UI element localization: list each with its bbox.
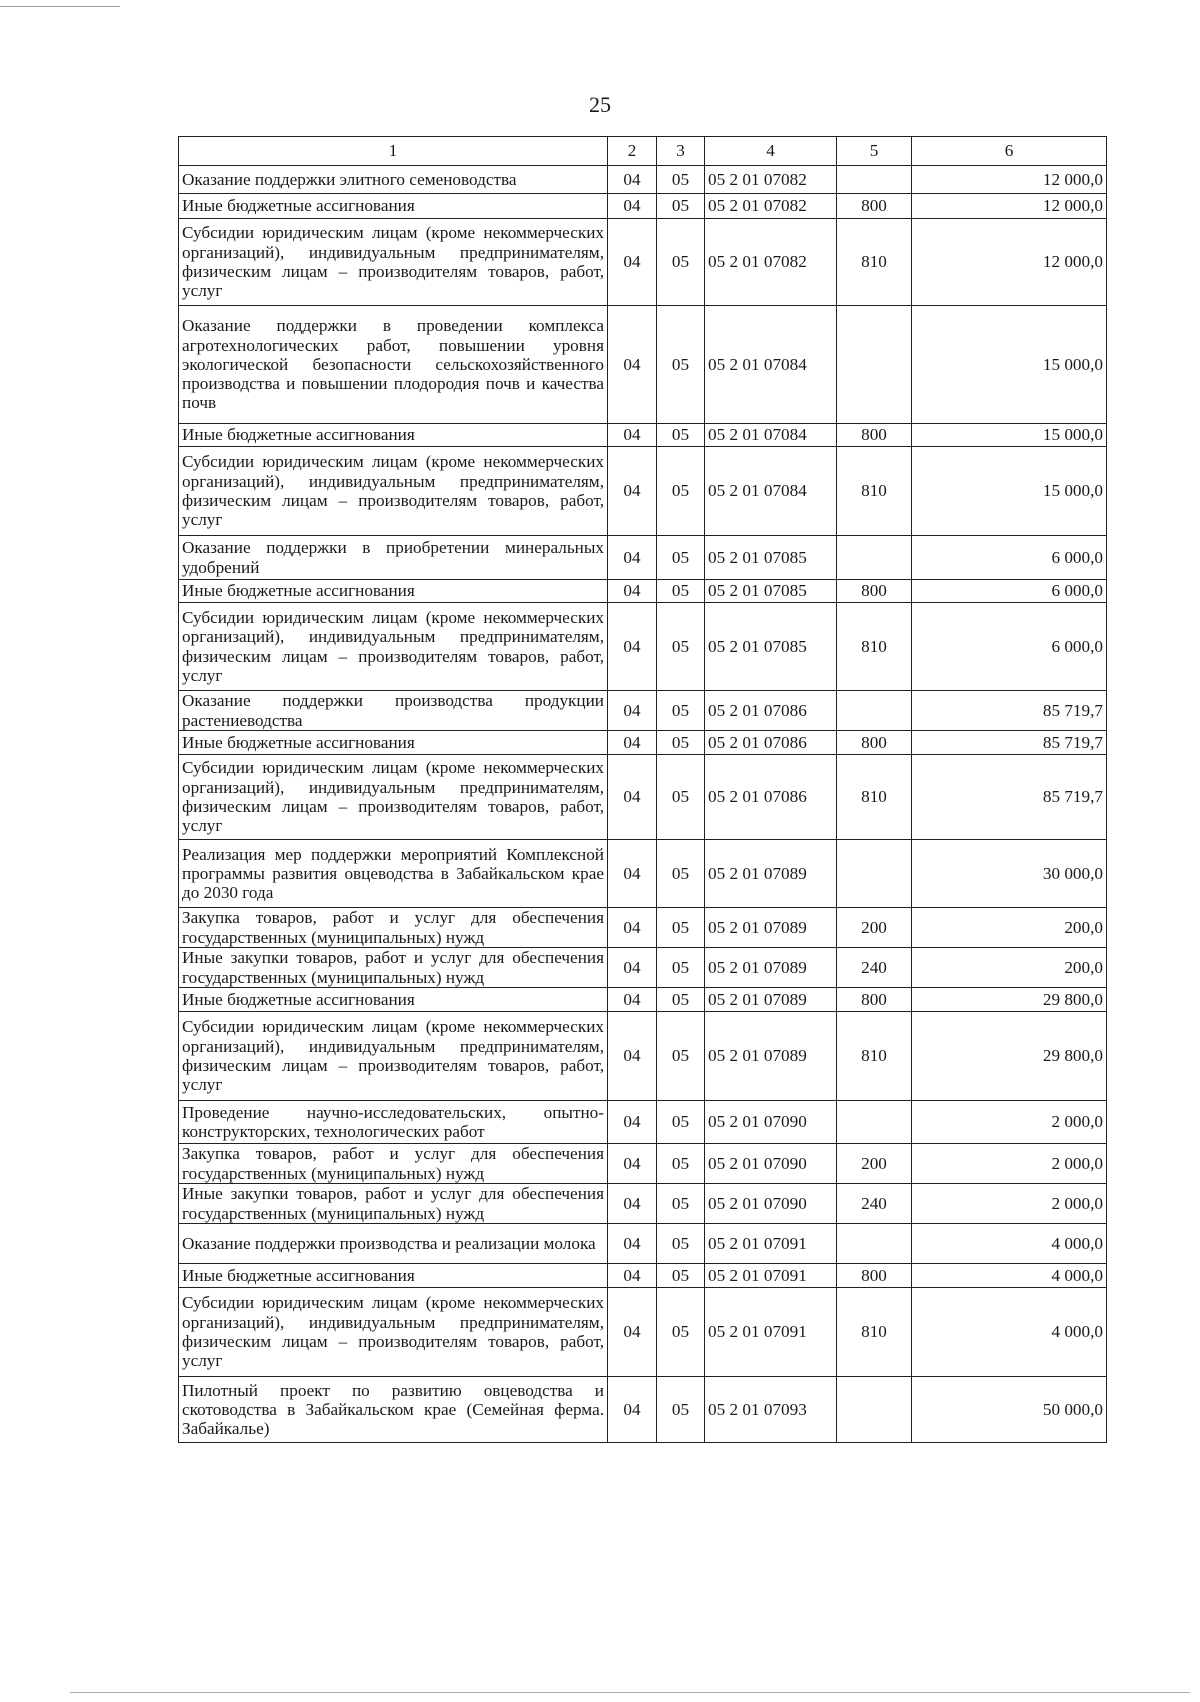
header-row bbox=[179, 137, 1107, 166]
row-section-cell: 04 bbox=[608, 840, 657, 908]
row-section-cell: 04 bbox=[608, 755, 657, 840]
row-subsection-cell: 05 bbox=[657, 908, 705, 948]
row-type-cell: 240 bbox=[837, 1184, 912, 1224]
row-amount-cell: 15 000,0 bbox=[912, 447, 1107, 536]
row-code-cell: 05 2 01 07091 bbox=[705, 1288, 837, 1377]
row-type-cell: 240 bbox=[837, 948, 912, 988]
table-row bbox=[179, 1224, 1107, 1264]
row-name-cell: Закупка товаров, работ и услуг для обеспечения государственных (муниципальных) нужд bbox=[179, 1144, 608, 1184]
row-subsection-cell: 05 bbox=[657, 988, 705, 1012]
table-row bbox=[179, 691, 1107, 731]
row-section-cell: 04 bbox=[608, 1377, 657, 1443]
row-code-cell: 05 2 01 07082 bbox=[705, 194, 837, 219]
header-cell-6: 6 bbox=[912, 137, 1107, 166]
row-subsection-cell: 05 bbox=[657, 1101, 705, 1144]
row-subsection-cell: 05 bbox=[657, 755, 705, 840]
table-row bbox=[179, 536, 1107, 580]
row-type-cell: 800 bbox=[837, 731, 912, 755]
table-row bbox=[179, 908, 1107, 948]
row-type-cell bbox=[837, 1377, 912, 1443]
scan-edge-bottom bbox=[70, 1692, 1190, 1693]
row-subsection-cell: 05 bbox=[657, 731, 705, 755]
row-name-cell: Оказание поддержки в приобретении минеральных удобрений bbox=[179, 536, 608, 580]
row-amount-cell: 85 719,7 bbox=[912, 755, 1107, 840]
row-code-cell: 05 2 01 07089 bbox=[705, 988, 837, 1012]
page-number: 25 bbox=[589, 92, 611, 117]
row-name-cell: Субсидии юридическим лицам (кроме некоммерческих организаций), индивидуальным предпринимателям, физическим лицам – производителям товаров, работ, услуг bbox=[179, 1288, 608, 1377]
row-amount-cell: 6 000,0 bbox=[912, 536, 1107, 580]
row-type-cell: 800 bbox=[837, 424, 912, 447]
row-code-cell: 05 2 01 07089 bbox=[705, 908, 837, 948]
table-row bbox=[179, 731, 1107, 755]
row-type-cell: 800 bbox=[837, 580, 912, 603]
row-subsection-cell: 05 bbox=[657, 1012, 705, 1101]
row-type-cell: 810 bbox=[837, 755, 912, 840]
row-name-cell: Оказание поддержки в проведении комплекса агротехнологических работ, повышении уровня экологической безопасности сельскохозяйственного производства и повышении плодородия почв и качества почв bbox=[179, 306, 608, 424]
row-code-cell: 05 2 01 07091 bbox=[705, 1264, 837, 1288]
row-section-cell: 04 bbox=[608, 1264, 657, 1288]
row-section-cell: 04 bbox=[608, 948, 657, 988]
row-type-cell: 810 bbox=[837, 219, 912, 306]
row-amount-cell: 50 000,0 bbox=[912, 1377, 1107, 1443]
row-code-cell: 05 2 01 07082 bbox=[705, 219, 837, 306]
header-cell-5: 5 bbox=[837, 137, 912, 166]
row-amount-cell: 4 000,0 bbox=[912, 1224, 1107, 1264]
row-amount-cell: 85 719,7 bbox=[912, 691, 1107, 731]
row-subsection-cell: 05 bbox=[657, 424, 705, 447]
table-row bbox=[179, 840, 1107, 908]
row-section-cell: 04 bbox=[608, 988, 657, 1012]
row-type-cell bbox=[837, 306, 912, 424]
row-type-cell: 810 bbox=[837, 1012, 912, 1101]
row-subsection-cell: 05 bbox=[657, 194, 705, 219]
row-name-cell: Субсидии юридическим лицам (кроме некоммерческих организаций), индивидуальным предпринимателям, физическим лицам – производителям товаров, работ, услуг bbox=[179, 447, 608, 536]
row-type-cell: 810 bbox=[837, 447, 912, 536]
table-row bbox=[179, 1264, 1107, 1288]
row-subsection-cell: 05 bbox=[657, 1184, 705, 1224]
row-section-cell: 04 bbox=[608, 1101, 657, 1144]
row-code-cell: 05 2 01 07093 bbox=[705, 1377, 837, 1443]
row-code-cell: 05 2 01 07085 bbox=[705, 536, 837, 580]
row-amount-cell: 12 000,0 bbox=[912, 219, 1107, 306]
row-subsection-cell: 05 bbox=[657, 1288, 705, 1377]
row-code-cell: 05 2 01 07085 bbox=[705, 580, 837, 603]
row-amount-cell: 200,0 bbox=[912, 948, 1107, 988]
row-subsection-cell: 05 bbox=[657, 1264, 705, 1288]
budget-table bbox=[178, 136, 1107, 1443]
row-section-cell: 04 bbox=[608, 1224, 657, 1264]
row-section-cell: 04 bbox=[608, 908, 657, 948]
row-amount-cell: 2 000,0 bbox=[912, 1184, 1107, 1224]
row-amount-cell: 85 719,7 bbox=[912, 731, 1107, 755]
row-section-cell: 04 bbox=[608, 731, 657, 755]
row-name-cell: Субсидии юридическим лицам (кроме некоммерческих организаций), индивидуальным предпринимателям, физическим лицам – производителям товаров, работ, услуг bbox=[179, 755, 608, 840]
row-type-cell bbox=[837, 1224, 912, 1264]
row-type-cell bbox=[837, 840, 912, 908]
row-name-cell: Субсидии юридическим лицам (кроме некоммерческих организаций), индивидуальным предпринимателям, физическим лицам – производителям товаров, работ, услуг bbox=[179, 603, 608, 691]
table-row bbox=[179, 1184, 1107, 1224]
row-section-cell: 04 bbox=[608, 424, 657, 447]
row-name-cell: Иные закупки товаров, работ и услуг для обеспечения государственных (муниципальных) нужд bbox=[179, 948, 608, 988]
row-section-cell: 04 bbox=[608, 194, 657, 219]
row-subsection-cell: 05 bbox=[657, 166, 705, 194]
row-type-cell bbox=[837, 166, 912, 194]
row-code-cell: 05 2 01 07089 bbox=[705, 1012, 837, 1101]
row-name-cell: Субсидии юридическим лицам (кроме некоммерческих организаций), индивидуальным предпринимателям, физическим лицам – производителям товаров, работ, услуг bbox=[179, 219, 608, 306]
header-cell-3: 3 bbox=[657, 137, 705, 166]
row-code-cell: 05 2 01 07084 bbox=[705, 424, 837, 447]
table-row bbox=[179, 219, 1107, 306]
row-section-cell: 04 bbox=[608, 536, 657, 580]
row-name-cell: Оказание поддержки производства и реализации молока bbox=[179, 1224, 608, 1264]
row-code-cell: 05 2 01 07089 bbox=[705, 948, 837, 988]
row-section-cell: 04 bbox=[608, 580, 657, 603]
table-row bbox=[179, 1144, 1107, 1184]
row-amount-cell: 6 000,0 bbox=[912, 603, 1107, 691]
row-code-cell: 05 2 01 07091 bbox=[705, 1224, 837, 1264]
row-section-cell: 04 bbox=[608, 219, 657, 306]
table-row bbox=[179, 580, 1107, 603]
row-amount-cell: 29 800,0 bbox=[912, 988, 1107, 1012]
header-cell-2: 2 bbox=[608, 137, 657, 166]
row-name-cell: Оказание поддержки производства продукции растениеводства bbox=[179, 691, 608, 731]
row-subsection-cell: 05 bbox=[657, 219, 705, 306]
row-type-cell: 810 bbox=[837, 603, 912, 691]
row-type-cell bbox=[837, 536, 912, 580]
row-subsection-cell: 05 bbox=[657, 1224, 705, 1264]
row-type-cell: 810 bbox=[837, 1288, 912, 1377]
row-type-cell: 800 bbox=[837, 1264, 912, 1288]
table-row bbox=[179, 948, 1107, 988]
row-section-cell: 04 bbox=[608, 691, 657, 731]
row-code-cell: 05 2 01 07084 bbox=[705, 447, 837, 536]
row-name-cell: Проведение научно-исследовательских, опытно-конструкторских, технологических работ bbox=[179, 1101, 608, 1144]
row-name-cell: Пилотный проект по развитию овцеводства и скотоводства в Забайкальском крае (Семейная ферма. Забайкалье) bbox=[179, 1377, 608, 1443]
row-type-cell: 800 bbox=[837, 988, 912, 1012]
table-row bbox=[179, 194, 1107, 219]
row-amount-cell: 30 000,0 bbox=[912, 840, 1107, 908]
row-subsection-cell: 05 bbox=[657, 580, 705, 603]
table-row bbox=[179, 988, 1107, 1012]
row-amount-cell: 15 000,0 bbox=[912, 306, 1107, 424]
row-type-cell bbox=[837, 1101, 912, 1144]
table-row bbox=[179, 424, 1107, 447]
row-code-cell: 05 2 01 07082 bbox=[705, 166, 837, 194]
row-amount-cell: 2 000,0 bbox=[912, 1101, 1107, 1144]
row-amount-cell: 29 800,0 bbox=[912, 1012, 1107, 1101]
row-amount-cell: 15 000,0 bbox=[912, 424, 1107, 447]
row-name-cell: Иные бюджетные ассигнования bbox=[179, 1264, 608, 1288]
row-code-cell: 05 2 01 07086 bbox=[705, 691, 837, 731]
row-amount-cell: 4 000,0 bbox=[912, 1288, 1107, 1377]
row-name-cell: Субсидии юридическим лицам (кроме некоммерческих организаций), индивидуальным предпринимателям, физическим лицам – производителям товаров, работ, услуг bbox=[179, 1012, 608, 1101]
row-type-cell: 200 bbox=[837, 1144, 912, 1184]
row-name-cell: Реализация мер поддержки мероприятий Комплексной программы развития овцеводства в Забайкальском крае до 2030 года bbox=[179, 840, 608, 908]
row-subsection-cell: 05 bbox=[657, 447, 705, 536]
row-name-cell: Закупка товаров, работ и услуг для обеспечения государственных (муниципальных) нужд bbox=[179, 908, 608, 948]
row-section-cell: 04 bbox=[608, 306, 657, 424]
row-subsection-cell: 05 bbox=[657, 1144, 705, 1184]
row-name-cell: Иные бюджетные ассигнования bbox=[179, 731, 608, 755]
row-code-cell: 05 2 01 07084 bbox=[705, 306, 837, 424]
row-section-cell: 04 bbox=[608, 603, 657, 691]
row-name-cell: Оказание поддержки элитного семеноводства bbox=[179, 166, 608, 194]
header-cell-4: 4 bbox=[705, 137, 837, 166]
table-row bbox=[179, 1377, 1107, 1443]
table-row bbox=[179, 166, 1107, 194]
table-row bbox=[179, 603, 1107, 691]
row-name-cell: Иные закупки товаров, работ и услуг для обеспечения государственных (муниципальных) нужд bbox=[179, 1184, 608, 1224]
row-name-cell: Иные бюджетные ассигнования bbox=[179, 580, 608, 603]
row-section-cell: 04 bbox=[608, 1144, 657, 1184]
table-row bbox=[179, 306, 1107, 424]
table-row bbox=[179, 447, 1107, 536]
row-subsection-cell: 05 bbox=[657, 691, 705, 731]
row-code-cell: 05 2 01 07090 bbox=[705, 1144, 837, 1184]
row-name-cell: Иные бюджетные ассигнования bbox=[179, 988, 608, 1012]
row-type-cell bbox=[837, 691, 912, 731]
row-amount-cell: 12 000,0 bbox=[912, 194, 1107, 219]
table-row bbox=[179, 1101, 1107, 1144]
table-row bbox=[179, 755, 1107, 840]
row-subsection-cell: 05 bbox=[657, 603, 705, 691]
row-subsection-cell: 05 bbox=[657, 306, 705, 424]
row-code-cell: 05 2 01 07090 bbox=[705, 1101, 837, 1144]
row-section-cell: 04 bbox=[608, 1184, 657, 1224]
row-name-cell: Иные бюджетные ассигнования bbox=[179, 194, 608, 219]
row-section-cell: 04 bbox=[608, 166, 657, 194]
row-name-cell: Иные бюджетные ассигнования bbox=[179, 424, 608, 447]
row-amount-cell: 12 000,0 bbox=[912, 166, 1107, 194]
row-code-cell: 05 2 01 07086 bbox=[705, 731, 837, 755]
row-code-cell: 05 2 01 07085 bbox=[705, 603, 837, 691]
scan-edge-top bbox=[0, 6, 120, 7]
row-type-cell: 800 bbox=[837, 194, 912, 219]
row-section-cell: 04 bbox=[608, 1288, 657, 1377]
row-section-cell: 04 bbox=[608, 447, 657, 536]
row-subsection-cell: 05 bbox=[657, 1377, 705, 1443]
row-subsection-cell: 05 bbox=[657, 840, 705, 908]
row-amount-cell: 2 000,0 bbox=[912, 1144, 1107, 1184]
table-row bbox=[179, 1012, 1107, 1101]
row-subsection-cell: 05 bbox=[657, 948, 705, 988]
row-code-cell: 05 2 01 07090 bbox=[705, 1184, 837, 1224]
row-code-cell: 05 2 01 07086 bbox=[705, 755, 837, 840]
row-amount-cell: 4 000,0 bbox=[912, 1264, 1107, 1288]
row-section-cell: 04 bbox=[608, 1012, 657, 1101]
row-type-cell: 200 bbox=[837, 908, 912, 948]
header-cell-1: 1 bbox=[179, 137, 608, 166]
row-amount-cell: 6 000,0 bbox=[912, 580, 1107, 603]
row-code-cell: 05 2 01 07089 bbox=[705, 840, 837, 908]
row-amount-cell: 200,0 bbox=[912, 908, 1107, 948]
row-subsection-cell: 05 bbox=[657, 536, 705, 580]
table-row bbox=[179, 1288, 1107, 1377]
